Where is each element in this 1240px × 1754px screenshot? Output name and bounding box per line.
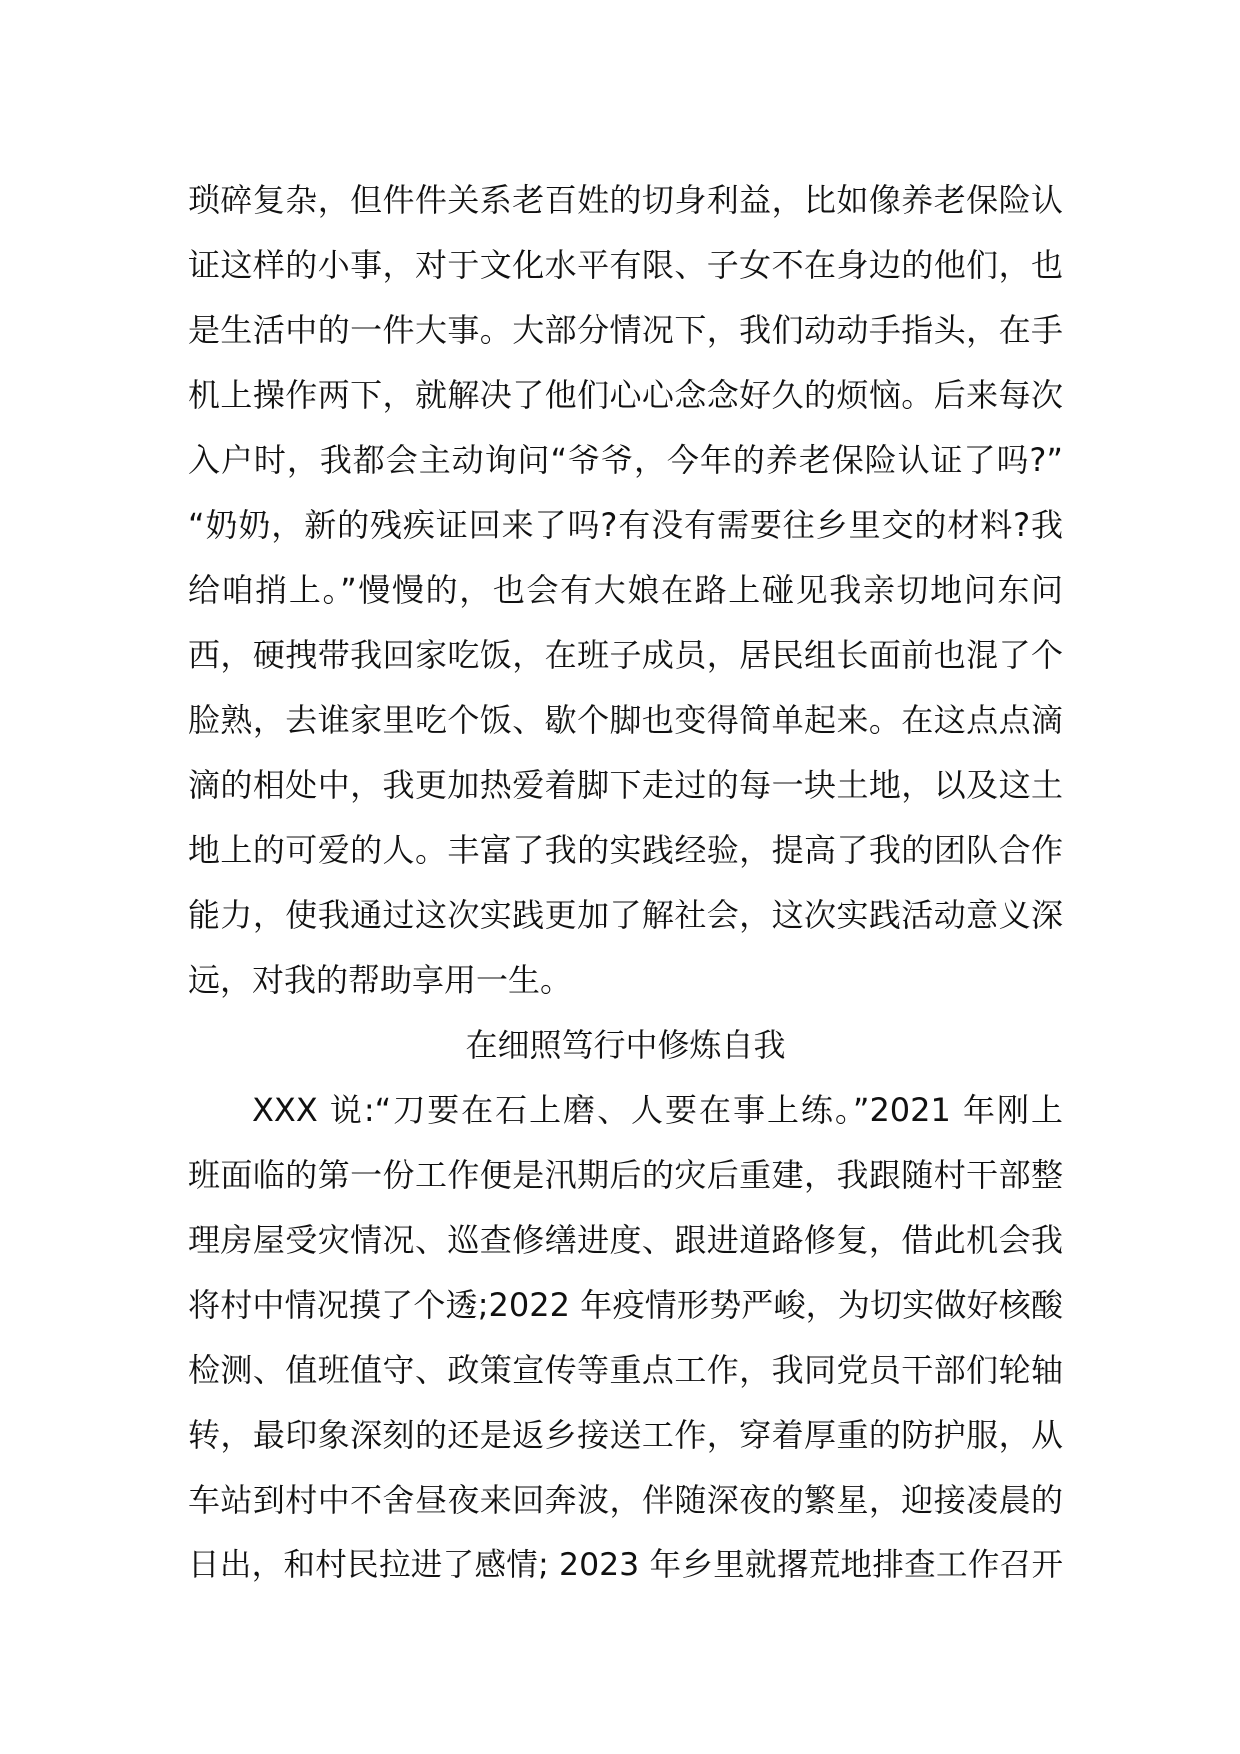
- text-line: 滴的相处中，我更加热爱着脚下走过的每一块土地，以及这土: [188, 766, 1063, 804]
- text-line: 日出，和村民拉进了感情; 2023 年乡里就撂荒地排查工作召开: [188, 1547, 1063, 1583]
- text-line: 是生活中的一件大事。大部分情况下，我们动动手指头，在手: [188, 311, 1063, 349]
- text-line: 脸熟，去谁家里吃个饭、歇个脚也变得简单起来。在这点点滴: [188, 701, 1063, 739]
- paragraph-1: [188, 168, 1063, 1013]
- text-line: 车站到村中不舍昼夜来回奔波，伴随深夜的繁星，迎接凌晨的: [188, 1481, 1063, 1519]
- text-line: 理房屋受灾情况、巡查修缮进度、跟进道路修复，借此机会我: [188, 1221, 1063, 1259]
- text-line: 检测、值班值守、政策宣传等重点工作，我同党员干部们轮轴: [188, 1351, 1063, 1389]
- text-line: 西，硬拽带我回家吃饭，在班子成员，居民组长面前也混了个: [188, 636, 1063, 674]
- section-heading: 在细照笃行中修炼自我: [465, 1026, 786, 1064]
- text-line: 地上的可爱的人。丰富了我的实践经验，提高了我的团队合作: [188, 831, 1063, 869]
- paragraph-2: [188, 1078, 1063, 1598]
- document-body: [188, 168, 1063, 1598]
- text-line: 琐碎复杂，但件件关系老百姓的切身利益，比如像养老保险认: [188, 181, 1063, 219]
- text-line: “奶奶，新的残疾证回来了吗?有没有需要往乡里交的材料?我: [188, 506, 1063, 544]
- text-line: 远，对我的帮助享用一生。: [188, 961, 573, 999]
- text-line: 机上操作两下，就解决了他们心心念念好久的烦恼。后来每次: [188, 376, 1063, 414]
- text-line: 转，最印象深刻的还是返乡接送工作，穿着厚重的防护服，从: [188, 1416, 1063, 1454]
- text-line: 入户时，我都会主动询问“爷爷，今年的养老保险认证了吗?”: [188, 441, 1063, 479]
- text-line: 给咱捎上。”慢慢的，也会有大娘在路上碰见我亲切地问东问: [188, 571, 1063, 609]
- text-line: 班面临的第一份工作便是汛期后的灾后重建，我跟随村干部整: [188, 1156, 1063, 1194]
- text-line: XXX 说:“刀要在石上磨、人要在事上练。”2021 年刚上: [252, 1091, 1063, 1129]
- text-line: 能力，使我通过这次实践更加了解社会，这次实践活动意义深: [188, 896, 1063, 934]
- text-line: 将村中情况摸了个透;2022 年疫情形势严峻，为切实做好核酸: [188, 1286, 1063, 1324]
- text-line: 证这样的小事，对于文化水平有限、子女不在身边的他们，也: [188, 246, 1063, 284]
